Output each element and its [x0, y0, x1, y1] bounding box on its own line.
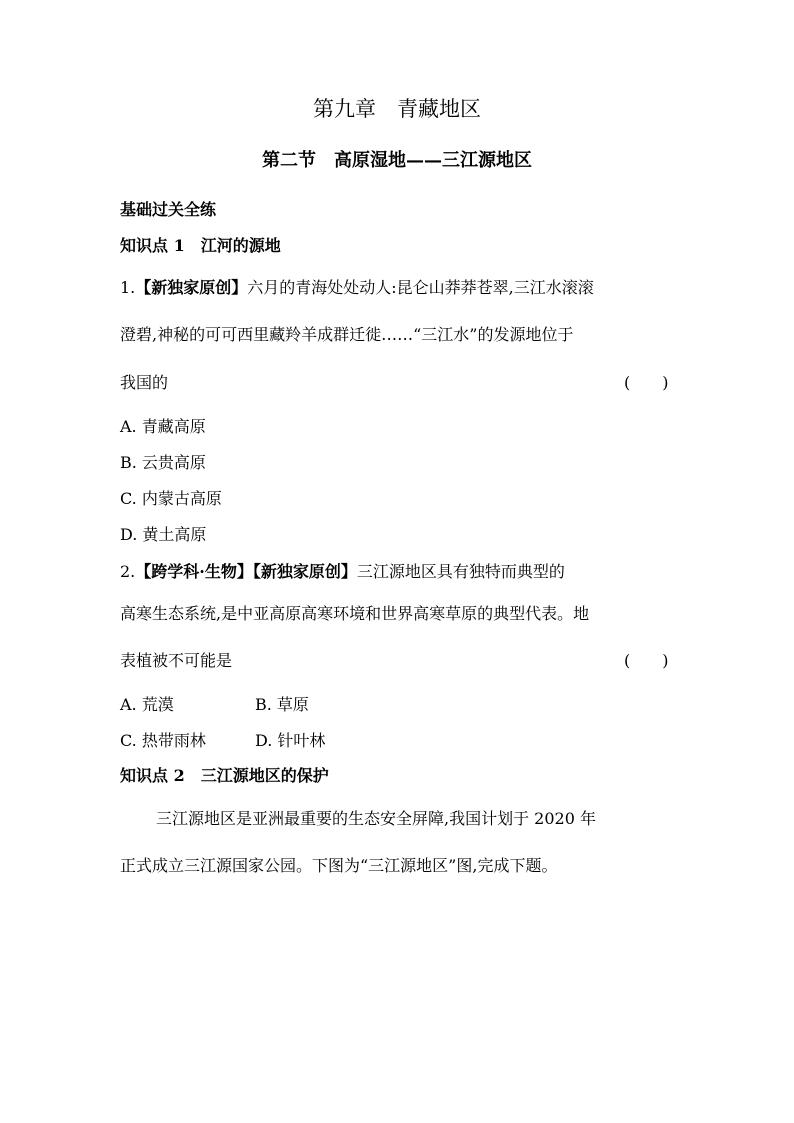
question-2-option-c: C. 热带雨林 [120, 731, 206, 750]
knowledge-point-2-title: 知识点 2 三江源地区的保护 [120, 766, 329, 785]
practice-heading: 基础过关全练 [120, 200, 217, 219]
question-1-text-1: 六月的青海处处动人:昆仑山莽莽苍翠,三江水滚滚 [247, 278, 594, 297]
question-1-line-3: 我国的 [120, 373, 169, 392]
question-2-option-a: A. 荒漠 [120, 695, 174, 714]
question-2-number: 2. [120, 562, 136, 581]
question-2-line-1 [120, 564, 565, 580]
passage-line-1: 三江源地区是亚洲最重要的生态安全屏障,我国计划于 2020 年 [156, 809, 596, 828]
question-2-text-1: 三江源地区具有独特而典型的 [356, 562, 565, 581]
passage-line-2: 正式成立三江源国家公园。下图为“三江源地区”图,完成下题。 [120, 856, 558, 875]
question-2-option-d: D. 针叶林 [255, 731, 326, 750]
question-1-option-c: C. 内蒙古高原 [120, 489, 222, 508]
question-1-option-b: B. 云贵高原 [120, 453, 206, 472]
question-1-number: 1. [120, 278, 136, 297]
question-2-line-3: 表植被不可能是 [120, 651, 233, 670]
question-1-option-d: D. 黄土高原 [120, 525, 207, 544]
question-1-line-2: 澄碧,神秘的可可西里藏羚羊成群迁徙……“三江水”的发源地位于 [120, 325, 574, 344]
question-1-option-a: A. 青藏高原 [120, 417, 206, 436]
question-1-tag: 【新独家原创】 [135, 278, 248, 297]
question-2-tag: 【跨学科·生物】【新独家原创】 [135, 562, 357, 581]
question-2-option-b: B. 草原 [255, 695, 309, 714]
knowledge-point-1-title: 知识点 1 江河的源地 [120, 236, 281, 255]
section-title: 第二节 高原湿地——三江源地区 [262, 150, 532, 171]
question-1-answer-bracket: ( ) [624, 373, 669, 392]
chapter-title: 第九章 青藏地区 [313, 97, 481, 121]
question-1-line-1 [120, 280, 594, 296]
question-2-line-2: 高寒生态系统,是中亚高原高寒环境和世界高寒草原的典型代表。地 [120, 604, 590, 623]
question-2-answer-bracket: ( ) [624, 651, 669, 670]
